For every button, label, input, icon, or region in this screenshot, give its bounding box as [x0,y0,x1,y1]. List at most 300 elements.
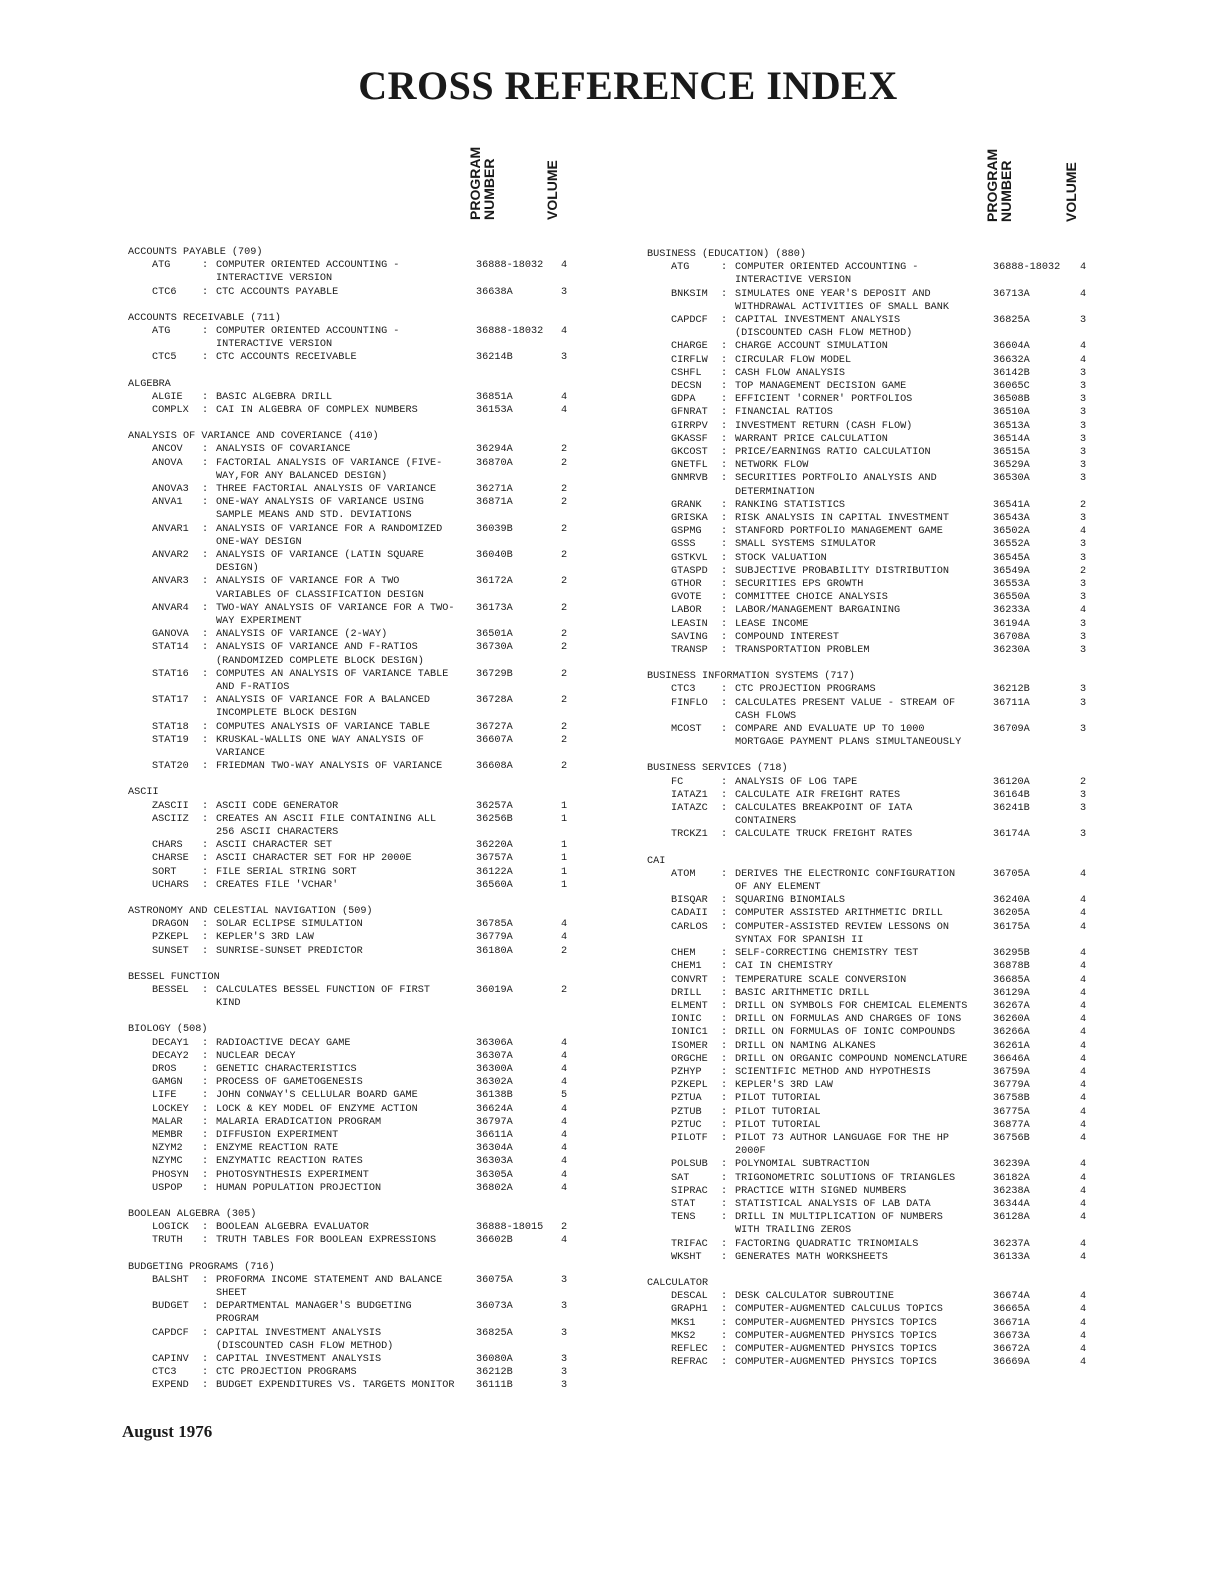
program-number: 36665A [993,1304,1030,1316]
program-description: CASH FLOW ANALYSIS [735,367,846,379]
program-description: DESK CALCULATOR SUBROUTINE [735,1291,894,1303]
volume-number: 2 [561,734,568,746]
program-number: 36230A [993,645,1030,657]
program-number: 36238A [993,1185,1030,1197]
index-entry [647,406,1087,419]
program-description: TRIGONOMETRIC SOLUTIONS OF TRIANGLES [735,1172,956,1184]
volume-number: 4 [1080,1132,1087,1144]
program-code: NZYM2 [152,1143,183,1155]
program-description: ANALYSIS OF COVARIANCE [216,444,351,456]
program-code: ANVAR2 [152,550,189,561]
program-code: CADAII [671,908,708,920]
volume-number: 2 [561,602,568,614]
volume-number: 4 [561,1077,568,1089]
separator: : [202,1169,209,1181]
separator: : [202,629,209,641]
separator: : [721,1119,728,1131]
program-code: EXPEND [152,1380,189,1392]
program-code: CIRFLW [671,354,708,366]
program-description: SMALL SYSTEMS SIMULATOR [735,539,876,551]
program-number: 36543A [993,513,1030,525]
program-description: BUDGET EXPENDITURES VS. TARGETS MONITOR [216,1380,455,1392]
program-code: ATOM [671,868,696,880]
program-description: ONE-WAY ANALYSIS OF VARIANCE USING SAMPLE MEANS AND STD. DEVIATIONS [216,497,424,522]
index-entry [647,947,1087,960]
program-number: 36785A [476,919,513,931]
program-number: 36129A [993,987,1030,999]
separator: : [721,961,728,973]
index-entry [128,760,578,773]
index-entry [647,644,1087,657]
volume-number: 1 [561,866,568,878]
volume-number: 4 [561,1103,568,1115]
program-description: CALCULATES BREAKPOINT OF IATA CONTAINERS [735,803,913,828]
separator: : [721,499,728,511]
index-entry [647,565,1087,578]
index-entry [647,776,1087,789]
separator: : [202,1116,209,1128]
volume-number: 4 [1080,1291,1087,1303]
index-entry [128,1037,578,1050]
index-entry [647,828,1087,841]
program-number: 36075A [476,1274,513,1286]
program-number: 36888-18032 [476,260,544,272]
program-number: 36174A [993,829,1030,841]
volume-number: 4 [561,391,568,403]
program-code: LIFE [152,1090,177,1102]
separator: : [202,483,209,495]
volume-number: 3 [1080,724,1087,736]
volume-number: 4 [1080,1185,1087,1197]
program-code: COMPLX [152,404,189,416]
program-description: THREE FACTORIAL ANALYSIS OF VARIANCE [216,483,437,495]
index-entry [128,879,578,892]
index-entry [128,839,578,852]
index-entry [647,1198,1087,1211]
program-description: CIRCULAR FLOW MODEL [735,354,852,366]
program-number: 36825A [476,1327,513,1339]
index-entry [647,525,1087,538]
program-number: 36239A [993,1159,1030,1171]
separator: : [721,513,728,525]
program-description: BASIC ARITHMETIC DRILL [735,987,870,999]
left-index-column [128,246,578,1393]
program-number: 36632A [993,354,1030,366]
program-code: ANOVA [152,457,183,469]
program-description: DRILL ON FORMULAS OF IONIC COMPOUNDS [735,1027,956,1039]
program-number: 36779A [476,932,513,944]
program-code: CTC3 [671,684,696,696]
separator: : [721,381,728,393]
program-code: ATG [671,262,690,274]
program-code: PZKEPL [152,932,189,944]
volume-number: 1 [561,800,568,812]
volume-number: 4 [1080,1238,1087,1250]
separator: : [202,945,209,957]
separator: : [721,789,728,801]
index-entry [128,945,578,958]
volume-number: 4 [1080,288,1087,300]
volume-number: 4 [1080,1000,1087,1012]
program-description: ANALYSIS OF VARIANCE (2-WAY) [216,629,388,641]
index-entry [128,852,578,865]
index-entry [647,1066,1087,1079]
index-entry [128,1327,578,1353]
program-code: POLSUB [671,1159,708,1171]
program-number: 36638A [476,286,513,298]
volume-number: 3 [1080,618,1087,630]
volume-number: 3 [1080,433,1087,445]
separator: : [202,1301,209,1313]
index-entry [647,868,1087,894]
separator: : [721,1212,728,1224]
program-number: 36758B [993,1093,1030,1105]
program-description: SECURITIES PORTFOLIO ANALYSIS AND DETERMINATION [735,473,937,498]
program-code: LOGICK [152,1222,189,1234]
program-code: ANVA1 [152,497,183,509]
program-number: 36510A [993,407,1030,419]
index-entry [647,578,1087,591]
separator: : [202,695,209,707]
program-number: 36233A [993,605,1030,617]
separator: : [202,404,209,416]
section-heading: BUSINESS (EDUCATION) (880) [647,249,806,260]
program-description: CAI IN CHEMISTRY [735,961,833,973]
index-entry [647,987,1087,1000]
program-number: 36502A [993,526,1030,538]
index-entry [128,1300,578,1326]
index-entry [647,1185,1087,1198]
program-number: 36550A [993,592,1030,604]
program-description: SUNRISE-SUNSET PREDICTOR [216,945,363,957]
program-code: IATAZ1 [671,789,708,801]
program-number: 36529A [993,460,1030,472]
index-entry [647,1303,1087,1316]
index-entry [647,1172,1087,1185]
program-description: ASCII CODE GENERATOR [216,800,339,812]
volume-number: 3 [1080,684,1087,696]
program-code: MCOST [671,724,702,736]
section-heading: ASTRONOMY AND CELESTIAL NAVIGATION (509) [128,906,373,918]
index-entry [128,351,578,364]
program-number: 36501A [476,629,513,641]
index-section [647,855,1087,1264]
program-number: 36552A [993,539,1030,551]
separator: : [202,721,209,733]
separator: : [721,354,728,366]
separator: : [202,668,209,680]
volume-header: VOLUME [544,160,560,220]
program-description: PILOT 73 AUTHOR LANGUAGE FOR THE HP 2000F [735,1132,949,1158]
program-code: IONIC1 [671,1027,708,1039]
program-code: GSTKVL [671,552,708,564]
program-number: 36871A [476,497,513,509]
program-number: 36240A [993,895,1030,907]
index-section [128,1261,578,1393]
volume-number: 3 [1080,315,1087,326]
program-number: 36508B [993,394,1030,406]
index-entry [128,1050,578,1063]
program-description: COMPUTER ORIENTED ACCOUNTING - INTERACTIVE VERSION [216,325,400,351]
program-code: ISOMER [671,1040,708,1052]
index-entry [647,261,1087,287]
program-code: DRILL [671,987,702,999]
volume-number: 2 [561,668,568,680]
separator: : [721,262,728,274]
separator: : [721,1251,728,1263]
index-section [647,248,1087,657]
program-description: NETWORK FLOW [735,460,809,472]
index-entry [647,499,1087,512]
program-code: STAT [671,1198,696,1210]
index-entry [647,288,1087,314]
program-number: 36779A [993,1080,1030,1092]
program-number: 36039B [476,523,513,535]
program-number: 36646A [993,1053,1030,1065]
volume-number: 3 [561,1327,568,1339]
separator: : [721,420,728,432]
volume-number: 2 [561,576,568,588]
program-code: CHARS [152,840,183,852]
separator: : [202,1143,209,1155]
separator: : [721,948,728,960]
separator: : [721,1291,728,1303]
program-code: ASCIIZ [152,813,189,825]
program-description: COMPUTER-ASSISTED REVIEW LESSONS ON SYNTAX FOR SPANISH II [735,921,949,946]
program-description: LABOR/MANAGEMENT BARGAINING [735,605,901,617]
program-number: 36305A [476,1169,513,1181]
program-number: 36825A [993,315,1030,326]
program-number: 36256B [476,813,513,825]
section-heading: BESSEL FUNCTION [128,971,220,983]
volume-number: 2 [561,945,568,957]
separator: : [202,800,209,812]
separator: : [721,697,728,709]
volume-number: 3 [1080,460,1087,472]
index-entry [128,1182,578,1195]
separator: : [202,457,209,469]
program-code: ALGIE [152,391,183,403]
volume-number: 4 [561,260,568,272]
program-number: 36530A [993,473,1030,485]
program-description: ASCII CHARACTER SET [216,840,333,852]
program-description: COMPUTER ORIENTED ACCOUNTING - INTERACTIVE VERSION [216,260,400,285]
index-entry [128,800,578,813]
program-number: 36730A [476,642,513,654]
program-number: 36205A [993,908,1030,920]
program-code: STAT20 [152,761,189,773]
separator: : [202,260,209,272]
separator: : [721,895,728,907]
index-entry [647,446,1087,459]
volume-number: 2 [561,550,568,561]
section-heading: BUDGETING PROGRAMS (716) [128,1261,275,1273]
program-description: ANALYSIS OF VARIANCE FOR A TWO VARIABLES OF CLASSIFICATION DESIGN [216,576,424,601]
program-code: STAT14 [152,642,189,654]
separator: : [202,352,209,364]
index-entry [647,1079,1087,1092]
separator: : [202,1103,209,1115]
separator: : [202,391,209,403]
program-code: USPOP [152,1182,183,1194]
program-code: FINFLO [671,697,708,709]
program-description: RISK ANALYSIS IN CAPITAL INVESTMENT [735,513,949,525]
separator: : [721,605,728,617]
program-code: ATG [152,325,171,337]
program-code: DRAGON [152,919,189,931]
index-entry [647,1211,1087,1237]
index-entry [647,631,1087,644]
separator: : [202,1182,209,1194]
program-number: 36138B [476,1090,513,1102]
program-code: GTASPD [671,565,708,577]
volume-number: 2 [561,642,568,654]
index-entry [128,602,578,628]
program-code: REFLEC [671,1343,708,1355]
index-entry [647,1356,1087,1369]
index-entry [128,496,578,522]
volume-number: 4 [561,325,568,337]
separator: : [202,325,209,337]
index-section [128,246,578,299]
separator: : [721,447,728,459]
program-code: CTC5 [152,352,177,364]
program-code: PHOSYN [152,1169,189,1181]
index-entry [647,459,1087,472]
volume-number: 4 [1080,908,1087,920]
program-description: PILOT TUTORIAL [735,1093,821,1105]
program-description: CTC PROJECTION PROGRAMS [216,1367,357,1379]
index-entry [647,472,1087,498]
volume-number: 4 [561,919,568,931]
program-code: PZTUB [671,1106,702,1118]
volume-number: 4 [1080,1093,1087,1105]
separator: : [721,974,728,986]
program-description: SCIENTIFIC METHOD AND HYPOTHESIS [735,1066,931,1078]
program-number: 36212B [476,1367,513,1379]
volume-number: 2 [561,497,568,509]
volume-number: 4 [1080,868,1087,880]
program-code: CHEM [671,948,696,960]
separator: : [721,1357,728,1369]
volume-number: 3 [1080,447,1087,459]
program-code: STAT16 [152,668,189,680]
separator: : [721,908,728,920]
volume-number: 2 [561,985,568,997]
program-code: STAT17 [152,695,189,707]
separator: : [721,407,728,419]
program-number: 36194A [993,618,1030,630]
program-code: CAPDCF [152,1327,189,1339]
program-code: ANCOV [152,444,183,456]
index-section [128,430,578,773]
program-code: MALAR [152,1116,183,1128]
index-entry [647,1251,1087,1264]
volume-number: 4 [1080,1198,1087,1210]
program-description: CHARGE ACCOUNT SIMULATION [735,341,888,353]
program-number: 36080A [476,1354,513,1366]
index-entry [128,1063,578,1076]
index-entry [128,1129,578,1142]
program-number: 36128A [993,1212,1030,1224]
separator: : [202,1354,209,1366]
volume-number: 2 [1080,565,1087,577]
program-code: SAT [671,1172,690,1184]
program-number: 36727A [476,721,513,733]
program-code: MKS1 [671,1317,696,1329]
program-description: FACTORIAL ANALYSIS OF VARIANCE (FIVE- WAY,FOR ANY BALANCED DESIGN) [216,457,443,482]
volume-number: 3 [1080,645,1087,657]
program-description: STANFORD PORTFOLIO MANAGEMENT GAME [735,526,943,538]
program-number: 36040B [476,550,513,561]
program-description: CAI IN ALGEBRA OF COMPLEX NUMBERS [216,404,418,416]
volume-number: 3 [1080,381,1087,393]
program-description: SIMULATES ONE YEAR'S DEPOSIT AND WITHDRAWAL ACTIVITIES OF SMALL BANK [735,288,949,313]
index-entry [647,1106,1087,1119]
program-number: 36604A [993,341,1030,353]
index-entry [647,380,1087,393]
separator: : [202,1274,209,1286]
program-number: 36175A [993,921,1030,933]
volume-number: 1 [561,813,568,825]
program-description: DEPARTMENTAL MANAGER'S BUDGETING PROGRAM [216,1301,412,1326]
volume-number: 4 [1080,354,1087,366]
volume-number: 4 [1080,262,1087,274]
index-entry [128,641,578,667]
volume-number: 4 [1080,1027,1087,1039]
volume-number: 2 [561,695,568,707]
program-code: ANVAR4 [152,602,189,614]
program-number: 36775A [993,1106,1030,1118]
separator: : [721,394,728,406]
program-code: REFRAC [671,1357,708,1369]
program-description: CAPITAL INVESTMENT ANALYSIS (DISCOUNTED CASH FLOW METHOD) [216,1327,394,1352]
index-entry [647,683,1087,696]
program-description: CREATES FILE 'VCHAR' [216,879,339,891]
section-heading: ASCII [128,787,159,799]
program-code: LOCKEY [152,1103,189,1115]
separator: : [202,1327,209,1339]
separator: : [721,1317,728,1329]
volume-number: 4 [561,1143,568,1155]
separator: : [721,1000,728,1012]
program-code: WKSHT [671,1251,702,1263]
index-entry [128,483,578,496]
index-entry [647,512,1087,525]
program-description: COMPUTER-AUGMENTED PHYSICS TOPICS [735,1343,937,1355]
program-description: DRILL ON NAMING ALKANES [735,1040,876,1052]
program-number: 36708A [993,631,1030,643]
program-code: GSPMG [671,526,702,538]
program-code: TRIFAC [671,1238,708,1250]
program-description: RADIOACTIVE DECAY GAME [216,1037,351,1049]
separator: : [721,1343,728,1355]
program-number: 36182A [993,1172,1030,1184]
separator: : [721,868,728,880]
separator: : [202,576,209,588]
section-heading: ACCOUNTS PAYABLE (709) [128,247,263,258]
program-code: CAPINV [152,1354,189,1366]
program-number: 36180A [476,945,513,957]
program-description: TRUTH TABLES FOR BOOLEAN EXPRESSIONS [216,1235,437,1247]
program-description: TEMPERATURE SCALE CONVERSION [735,974,907,986]
separator: : [202,919,209,931]
program-description: BOOLEAN ALGEBRA EVALUATOR [216,1222,369,1234]
index-entry [128,734,578,760]
index-entry [128,286,578,299]
index-entry [647,1040,1087,1053]
index-section [128,378,578,418]
